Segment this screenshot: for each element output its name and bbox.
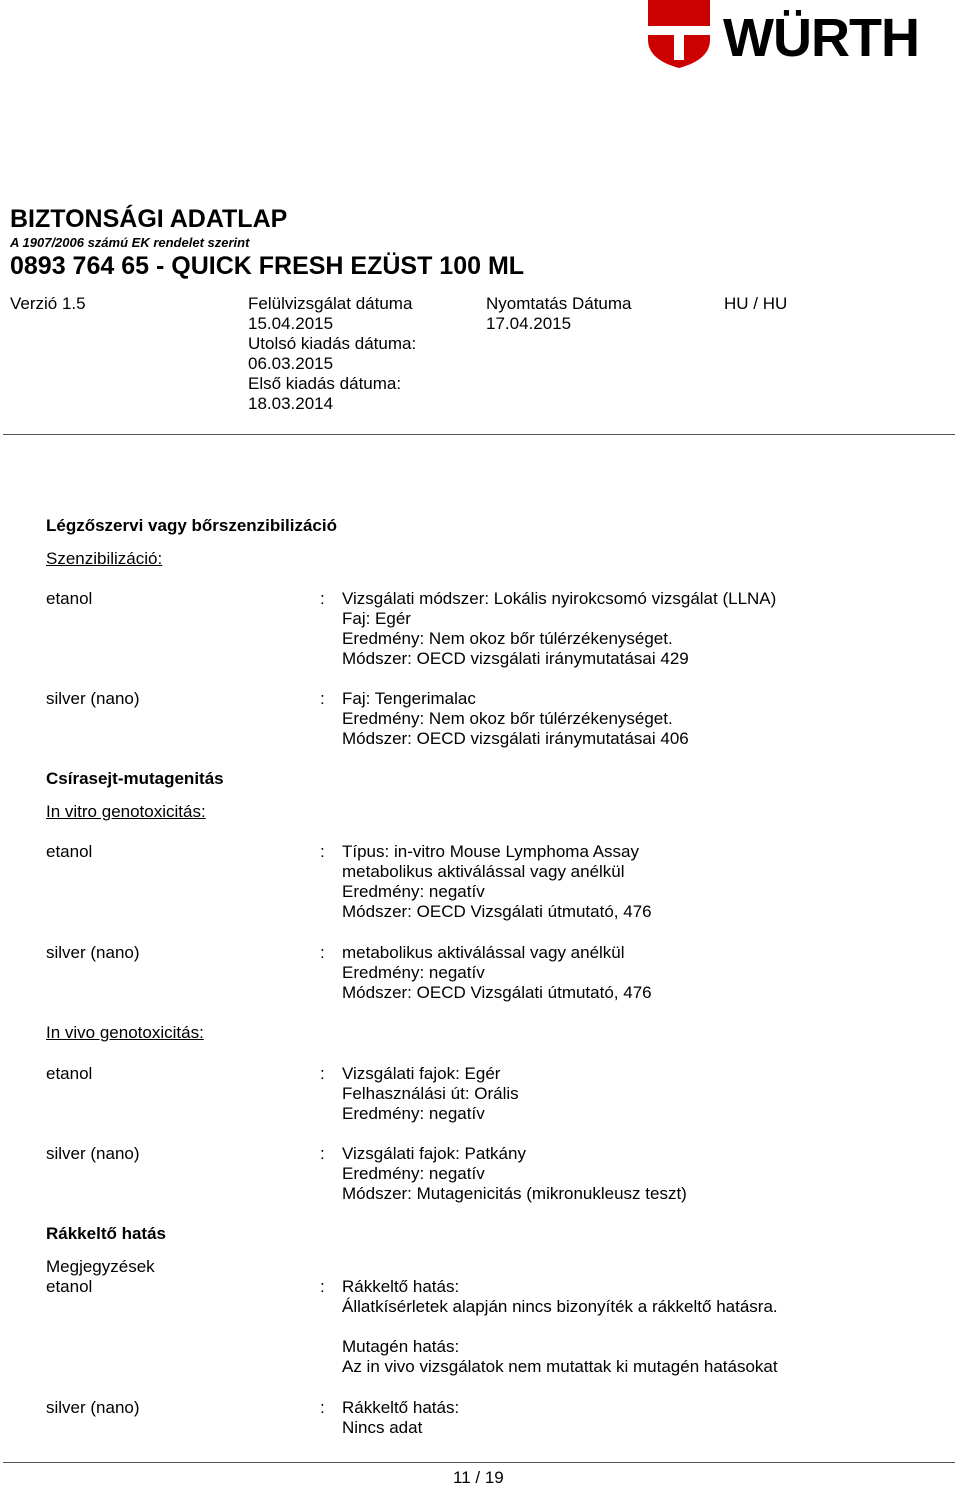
resp-subheading: Szenzibilizáció: bbox=[46, 549, 163, 568]
print-label: Nyomtatás Dátuma bbox=[486, 294, 632, 313]
print-date: 17.04.2015 bbox=[486, 314, 572, 333]
germ-heading: Csírasejt-mutagenitás bbox=[46, 769, 224, 788]
substance-name: etanol bbox=[46, 842, 93, 861]
resp-heading: Légzőszervi vagy bőrszenzibilizáció bbox=[46, 516, 337, 535]
carc-heading: Rákkeltő hatás bbox=[46, 1224, 166, 1243]
detail-line: Állatkísérletek alapján nincs bizonyíték a rákkeltő hatásra. bbox=[342, 1297, 778, 1316]
detail-line: Eredmény: negatív bbox=[342, 1164, 485, 1183]
detail-line: Eredmény: negatív bbox=[342, 882, 485, 901]
substance-name: etanol bbox=[46, 1277, 93, 1296]
detail-line: Módszer: OECD vizsgálati iránymutatásai 406 bbox=[342, 729, 689, 748]
invivo-silver-details bbox=[342, 1144, 687, 1204]
detail-line: Vizsgálati módszer: Lokális nyirokcsomó vizsgálat (LLNA) bbox=[342, 589, 777, 608]
detail-line: Rákkeltő hatás: bbox=[342, 1277, 460, 1296]
colon: : bbox=[320, 1398, 325, 1417]
resp-silver-details bbox=[342, 689, 689, 749]
colon: : bbox=[320, 1277, 325, 1296]
detail-line: Típus: in-vitro Mouse Lymphoma Assay bbox=[342, 842, 639, 861]
substance-name: etanol bbox=[46, 1064, 93, 1083]
last-issue-label: Utolsó kiadás dátuma: bbox=[248, 334, 417, 353]
detail-line: Rákkeltő hatás: bbox=[342, 1398, 460, 1417]
detail-line: Nincs adat bbox=[342, 1418, 423, 1437]
detail-line: Vizsgálati fajok: Patkány bbox=[342, 1144, 526, 1163]
detail-line: Faj: Egér bbox=[342, 609, 411, 628]
invivo-etanol-details bbox=[342, 1064, 519, 1124]
header-divider bbox=[3, 434, 955, 435]
detail-line: Felhasználási út: Orális bbox=[342, 1084, 519, 1103]
substance-name: silver (nano) bbox=[46, 943, 140, 962]
detail-line: Mutagén hatás: bbox=[342, 1337, 460, 1356]
wurth-logo bbox=[648, 0, 960, 70]
svg-text:WÜRTH: WÜRTH bbox=[723, 8, 919, 68]
detail-line: metabolikus aktiválással vagy anélkül bbox=[342, 943, 625, 962]
carc-silver-details bbox=[342, 1398, 459, 1438]
invitro-etanol-details bbox=[342, 842, 652, 922]
invivo-subheading: In vivo genotoxicitás: bbox=[46, 1023, 204, 1042]
invitro-silver-details bbox=[342, 943, 652, 1003]
product-name: 0893 764 65 - QUICK FRESH EZÜST 100 ML bbox=[10, 252, 525, 280]
colon: : bbox=[320, 1064, 325, 1083]
print-dates bbox=[486, 294, 632, 334]
notes-label: Megjegyzések bbox=[46, 1257, 155, 1276]
detail-line: Eredmény: negatív bbox=[342, 963, 485, 982]
colon: : bbox=[320, 689, 325, 708]
colon: : bbox=[320, 1144, 325, 1163]
substance-name: silver (nano) bbox=[46, 689, 140, 708]
detail-line: Vizsgálati fajok: Egér bbox=[342, 1064, 501, 1083]
detail-line: Módszer: Mutagenicitás (mikronukleusz teszt) bbox=[342, 1184, 687, 1203]
first-issue-label: Első kiadás dátuma: bbox=[248, 374, 402, 393]
language: HU / HU bbox=[724, 294, 788, 313]
version: Verzió 1.5 bbox=[10, 294, 86, 313]
substance-name: silver (nano) bbox=[46, 1144, 140, 1163]
detail-line: Az in vivo vizsgálatok nem mutattak ki mutagén hatásokat bbox=[342, 1357, 778, 1376]
substance-name: etanol bbox=[46, 589, 93, 608]
invitro-subheading: In vitro genotoxicitás: bbox=[46, 802, 206, 821]
footer-divider bbox=[3, 1462, 955, 1463]
substance-name: silver (nano) bbox=[46, 1398, 140, 1417]
detail-line: Módszer: OECD Vizsgálati útmutató, 476 bbox=[342, 902, 652, 921]
detail-line: Eredmény: Nem okoz bőr túlérzékenységet. bbox=[342, 629, 673, 648]
detail-line: Eredmény: Nem okoz bőr túlérzékenységet. bbox=[342, 709, 673, 728]
last-issue-date: 06.03.2015 bbox=[248, 354, 334, 373]
detail-line: Módszer: OECD Vizsgálati útmutató, 476 bbox=[342, 983, 652, 1002]
document-title: BIZTONSÁGI ADATLAP bbox=[10, 205, 288, 233]
carc-etanol-details bbox=[342, 1277, 778, 1377]
detail-line: Módszer: OECD vizsgálati iránymutatásai 429 bbox=[342, 649, 689, 668]
review-date: 15.04.2015 bbox=[248, 314, 334, 333]
regulation-note: A 1907/2006 számú EK rendelet szerint bbox=[10, 235, 250, 250]
detail-line: metabolikus aktiválással vagy anélkül bbox=[342, 862, 625, 881]
colon: : bbox=[320, 842, 325, 861]
blank-line bbox=[342, 1317, 778, 1337]
review-label: Felülvizsgálat dátuma bbox=[248, 294, 413, 313]
page-number: 11 / 19 bbox=[453, 1468, 504, 1487]
first-issue-date: 18.03.2014 bbox=[248, 394, 334, 413]
revision-dates bbox=[248, 294, 416, 414]
colon: : bbox=[320, 589, 325, 608]
colon: : bbox=[320, 943, 325, 962]
resp-etanol-details bbox=[342, 589, 776, 669]
detail-line: Eredmény: negatív bbox=[342, 1104, 485, 1123]
detail-line: Faj: Tengerimalac bbox=[342, 689, 476, 708]
